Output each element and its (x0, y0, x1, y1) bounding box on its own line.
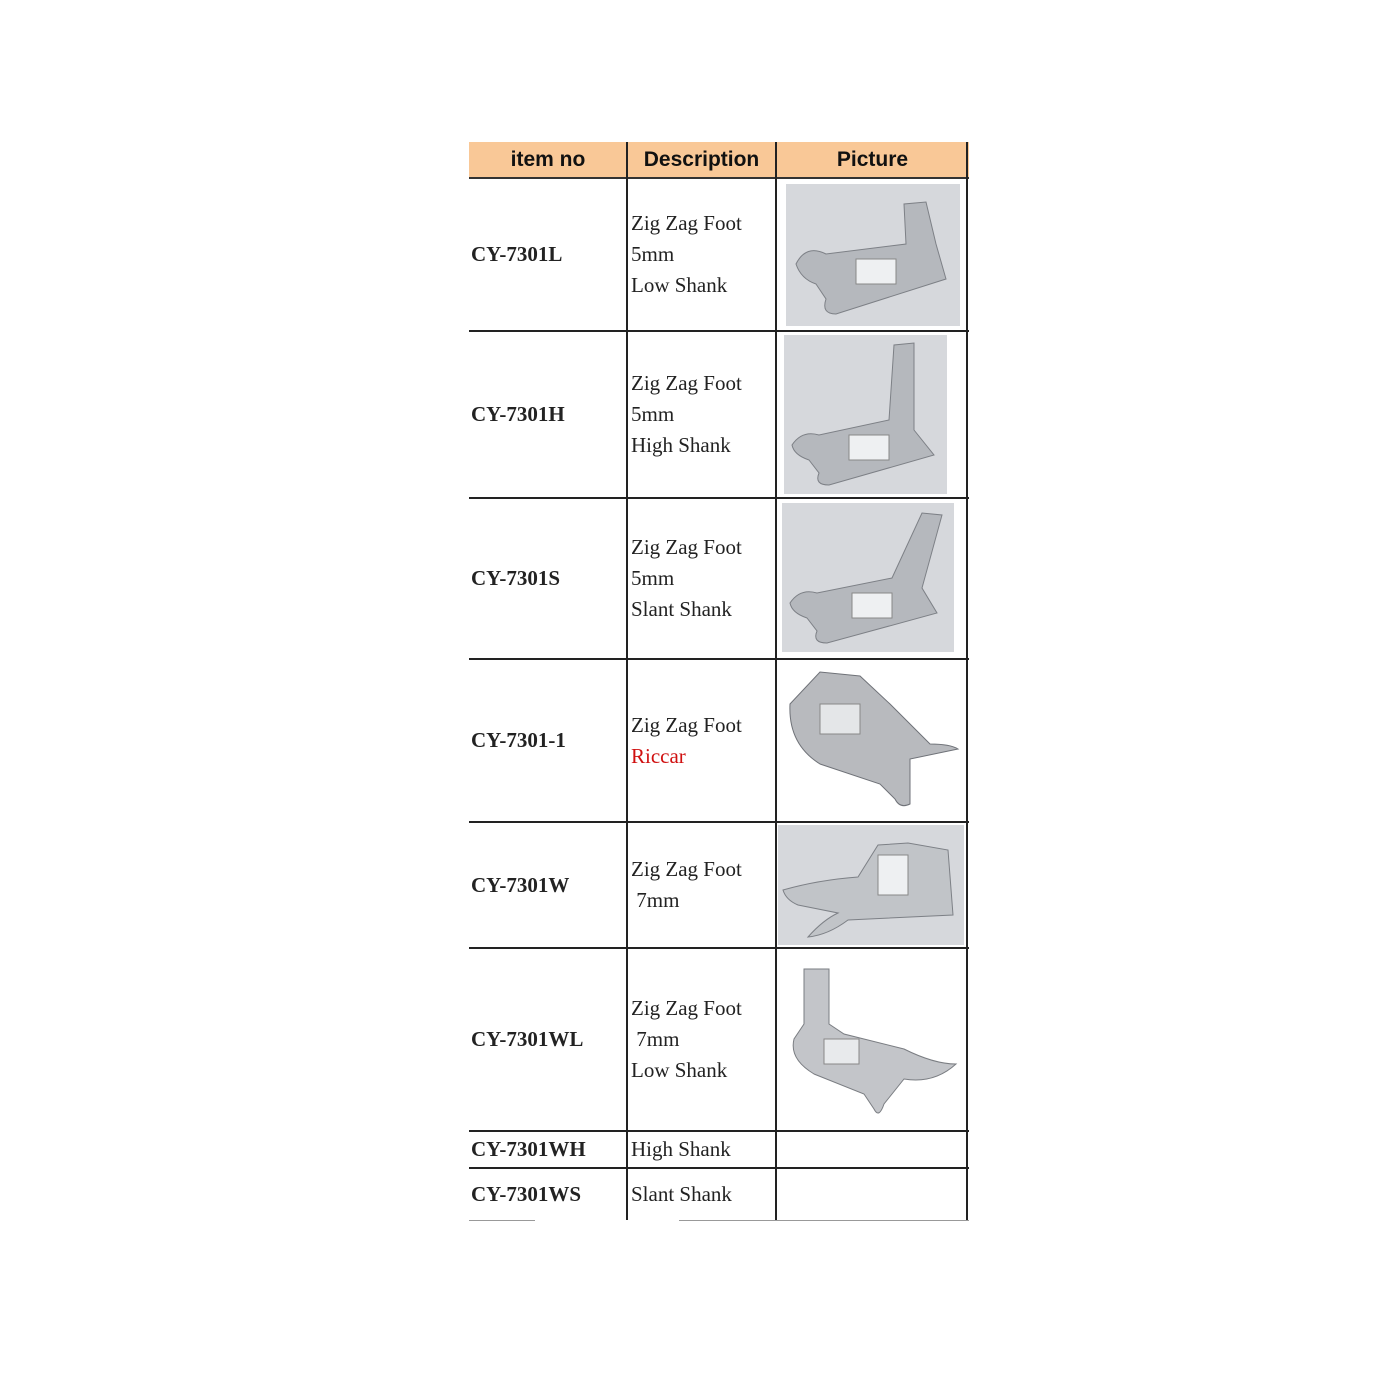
desc-line: 5mm (631, 242, 675, 266)
product-table (469, 142, 969, 1222)
desc-line-brand: Riccar (631, 743, 686, 768)
header-description: Description (627, 142, 776, 179)
desc-line: Slant Shank (631, 597, 732, 621)
desc-line: Zig Zag Foot (631, 535, 742, 559)
desc-line: 7mm (631, 888, 680, 912)
item-number: CY-7301W (471, 872, 570, 897)
item-number: CY-7301H (471, 402, 565, 426)
product-photo (782, 503, 954, 652)
desc-line: 5mm (631, 566, 675, 590)
item-number: CY-7301-1 (471, 728, 566, 752)
header-picture: Picture (776, 142, 969, 179)
desc-line: 5mm (631, 402, 675, 426)
desc-line: Zig Zag Foot (631, 712, 742, 737)
item-description (631, 1169, 776, 1220)
desc-line: Zig Zag Foot (631, 996, 742, 1020)
product-photo (780, 664, 960, 814)
product-photo (786, 184, 960, 326)
product-photo (784, 964, 959, 1124)
item-number: CY-7301WS (471, 1182, 582, 1206)
item-description (631, 179, 776, 330)
item-description (631, 823, 776, 947)
item-description (631, 499, 776, 658)
desc-line: High Shank (631, 433, 731, 457)
column-divider (626, 142, 628, 1220)
desc-line: Zig Zag Foot (631, 857, 742, 881)
item-description (631, 1132, 776, 1167)
column-divider (966, 142, 968, 1220)
header-item-no: item no (469, 142, 627, 179)
product-photo (784, 335, 947, 494)
desc-line: High Shank (631, 1137, 731, 1161)
bottom-border (679, 1220, 969, 1221)
item-number: CY-7301L (471, 242, 563, 266)
item-description (631, 949, 776, 1130)
desc-line: Zig Zag Foot (631, 371, 742, 395)
desc-line: Zig Zag Foot (631, 211, 742, 235)
item-description (631, 660, 776, 821)
item-number: CY-7301WL (471, 1027, 584, 1051)
desc-line: 7mm (631, 1027, 680, 1051)
desc-line: Low Shank (631, 273, 728, 297)
desc-line: Slant Shank (631, 1182, 732, 1206)
item-number: CY-7301WH (471, 1137, 586, 1161)
desc-line: Low Shank (631, 1058, 728, 1082)
bottom-border (469, 1220, 535, 1221)
item-number: CY-7301S (471, 566, 561, 590)
item-description (631, 332, 776, 497)
product-photo (778, 825, 964, 945)
